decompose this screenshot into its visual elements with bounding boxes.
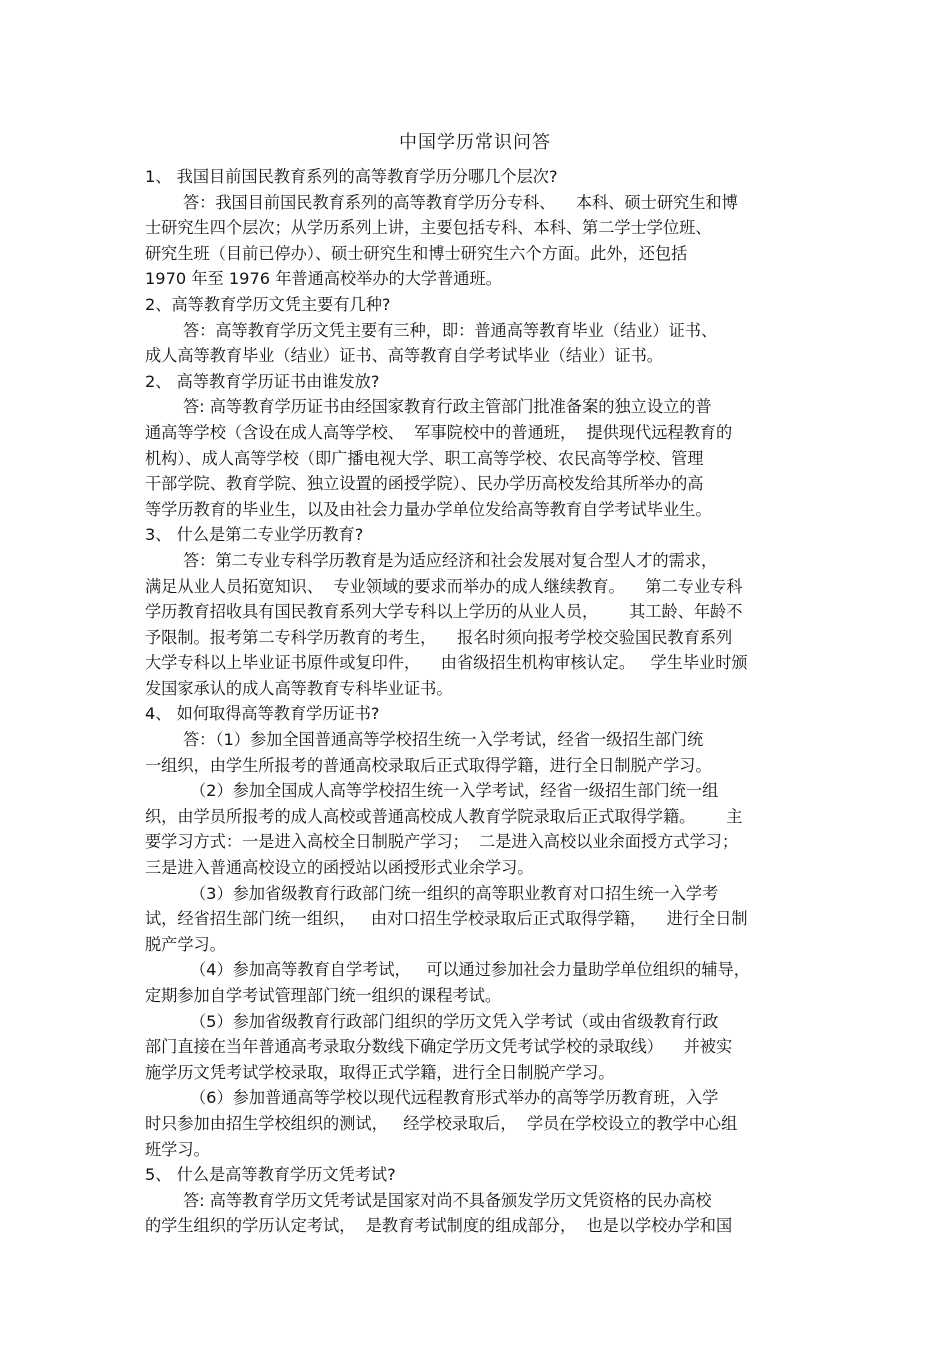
- question-line: 4、 如何取得高等教育学历证书?: [145, 704, 380, 724]
- answer-line: （3）参加省级教育行政部门统一组织的高等职业教育对口招生统一入学考: [190, 883, 719, 903]
- question-line: 2、高等教育学历文凭主要有几种?: [145, 294, 391, 314]
- answer-line: 研究生班（目前已停办）、硕士研究生和博士研究生六个方面。此外，还包括: [145, 243, 688, 263]
- answer-line: 施学历文凭考试学校录取，取得正式学籍，进行全日制脱产学习。: [145, 1062, 615, 1082]
- answer-line: （4）参加高等教育自学考试， 可以通过参加社会力量助学单位组织的辅导，: [190, 960, 750, 980]
- answer-line: 1970 年至 1976 年普通高校举办的大学普通班。: [145, 269, 502, 289]
- answer-line: 答：第二专业专科学历教育是为适应经济和社会发展对复合型人才的需求，: [183, 550, 718, 570]
- answer-line: 满足从业人员拓宽知识、 专业领域的要求而举办的成人继续教育。 第二专业专科: [145, 576, 743, 596]
- answer-line: 干部学院、教育学院、独立设置的函授学院）、民办学历高校发给其所举办的高: [145, 474, 704, 494]
- question-line: 3、 什么是第二专业学历教育?: [145, 525, 364, 545]
- answer-line: 三是进入普通高校设立的函授站以函授形式业余学习。: [145, 858, 534, 878]
- question-line: 2、 高等教育学历证书由谁发放?: [145, 371, 380, 391]
- answer-line: 脱产学习。: [145, 934, 226, 954]
- answer-line: 成人高等教育毕业（结业）证书、高等教育自学考试毕业（结业）证书。: [145, 346, 663, 366]
- answer-line: 士研究生四个层次；从学历系列上讲，主要包括专科、本科、第二学士学位班、: [145, 218, 712, 238]
- answer-line: 时只参加由招生学校组织的测试， 经学校录取后， 学员在学校设立的教学中心组: [145, 1113, 738, 1133]
- document-body: [0, 164, 950, 1239]
- answer-line: 试，经省招生部门统一组织， 由对口招生学校录取后正式取得学籍， 进行全日制: [145, 909, 748, 929]
- answer-line: （5）参加省级教育行政部门组织的学历文凭入学考试（或由省级教育行政: [190, 1011, 719, 1031]
- question-line: 1、 我国目前国民教育系列的高等教育学历分哪几个层次?: [145, 167, 558, 186]
- answer-line: 答: 高等教育学历证书由经国家教育行政主管部门批准备案的独立设立的普: [183, 397, 712, 417]
- answer-line: 部门直接在当年普通高考录取分数线下确定学历文凭考试学校的录取线） 并被实: [145, 1037, 733, 1057]
- page-title: 中国学历常识问答: [399, 132, 551, 153]
- answer-line: （6）参加普通高等学校以现代远程教育形式举办的高等学历教育班，入学: [190, 1088, 719, 1108]
- answer-line: 予限制。报考第二专科学历教育的考生， 报名时须向报考学校交验国民教育系列: [145, 627, 733, 647]
- answer-line: 答：（1）参加全国普通高等学校招生统一入学考试，经省一级招生部门统: [183, 730, 704, 750]
- answer-line: 答: 高等教育学历文凭考试是国家对尚不具备颁发学历文凭资格的民办高校: [183, 1190, 712, 1210]
- answer-line: （2）参加全国成人高等学校招生统一入学考试，经省一级招生部门统一组: [190, 781, 719, 801]
- answer-line: 答：我国目前国民教育系列的高等教育学历分专科、 本科、硕士研究生和博: [183, 192, 738, 212]
- answer-line: 一组织，由学生所报考的普通高校录取后正式取得学籍，进行全日制脱产学习。: [145, 755, 712, 775]
- answer-line: 大学专科以上毕业证书原件或复印件， 由省级招生机构审核认定。 学生毕业时颁: [145, 653, 748, 673]
- answer-line: 通高等学校（含设在成人高等学校、 军事院校中的普通班， 提供现代远程教育的: [145, 422, 733, 442]
- answer-line: 等学历教育的毕业生，以及由社会力量办学单位发给高等教育自学考试毕业生。: [145, 499, 712, 519]
- answer-line: 的学生组织的学历认定考试， 是教育考试制度的组成部分， 也是以学校办学和国: [145, 1216, 733, 1236]
- question-line: 5、 什么是高等教育学历文凭考试?: [145, 1165, 396, 1185]
- answer-line: 学历教育招收具有国民教育系列大学专科以上学历的从业人员， 其工龄、年龄不: [145, 602, 743, 622]
- answer-line: 机构）、成人高等学校（即广播电视大学、职工高等学校、农民高等学校、管理: [145, 448, 704, 468]
- answer-line: 发国家承认的成人高等教育专科毕业证书。: [145, 678, 453, 698]
- answer-line: 班学习。: [145, 1139, 210, 1159]
- answer-line: 答：高等教育学历文凭主要有三种，即：普通高等教育毕业（结业）证书、: [183, 320, 718, 340]
- answer-line: 定期参加自学考试管理部门统一组织的课程考试。: [145, 986, 502, 1005]
- answer-line: 织，由学员所报考的成人高校或普通高校成人教育学院录取后正式取得学籍。 主: [145, 806, 743, 826]
- answer-line: 要学习方式：一是进入高校全日制脱产学习； 二是进入高校以业余面授方式学习；: [145, 832, 739, 852]
